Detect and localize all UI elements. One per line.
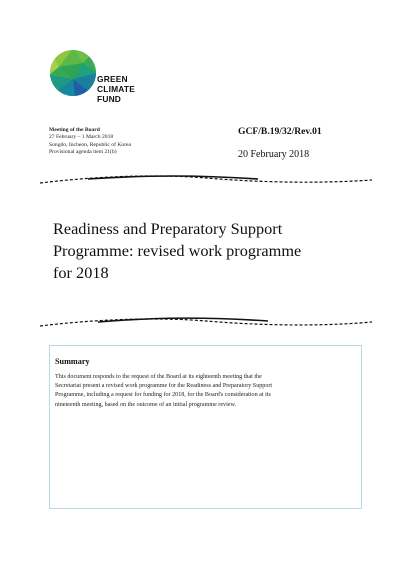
summary-heading: Summary [55,357,90,366]
summary-text-line: This document responds to the request of the Board at its eighteenth meeting that the [55,374,262,380]
top-wave-divider [38,174,374,188]
organization-name [97,74,135,104]
summary-text-line: nineteenth meeting, based on the outcome of an initial programme review. [55,401,237,408]
organization-name-line: CLIMATE [97,84,135,94]
organization-name-line: GREEN [97,74,128,84]
document-title-line: Readiness and Preparatory Support [53,219,283,238]
meeting-location: Songdo, Incheon, Republic of Korea [49,141,132,148]
organization-name-line: FUND [97,94,122,104]
meeting-dates: 27 February – 1 March 2018 [49,134,114,141]
document-code: GCF/B.19/32/Rev.01 [238,126,322,137]
meeting-info [49,127,131,157]
bottom-wave-divider [38,316,374,330]
summary-text [55,373,356,410]
meeting-title: Meeting of the Board [49,127,100,133]
globe-polygon-icon [49,49,97,97]
summary-text-line: Secretariat present a revised work programme for the Readiness and Preparatory Support [55,383,273,390]
summary-box [49,345,362,509]
document-title-line: Programme: revised work programme [53,241,302,260]
document-title-line: for 2018 [53,263,109,282]
organization-logo [49,49,159,113]
summary-text-line: Programme, including a request for funding for 2018, for the Board's consideration at its [55,392,271,399]
document-title [53,218,393,284]
document-date: 20 February 2018 [238,149,310,160]
agenda-item: Provisional agenda item 21(b) [49,149,117,156]
